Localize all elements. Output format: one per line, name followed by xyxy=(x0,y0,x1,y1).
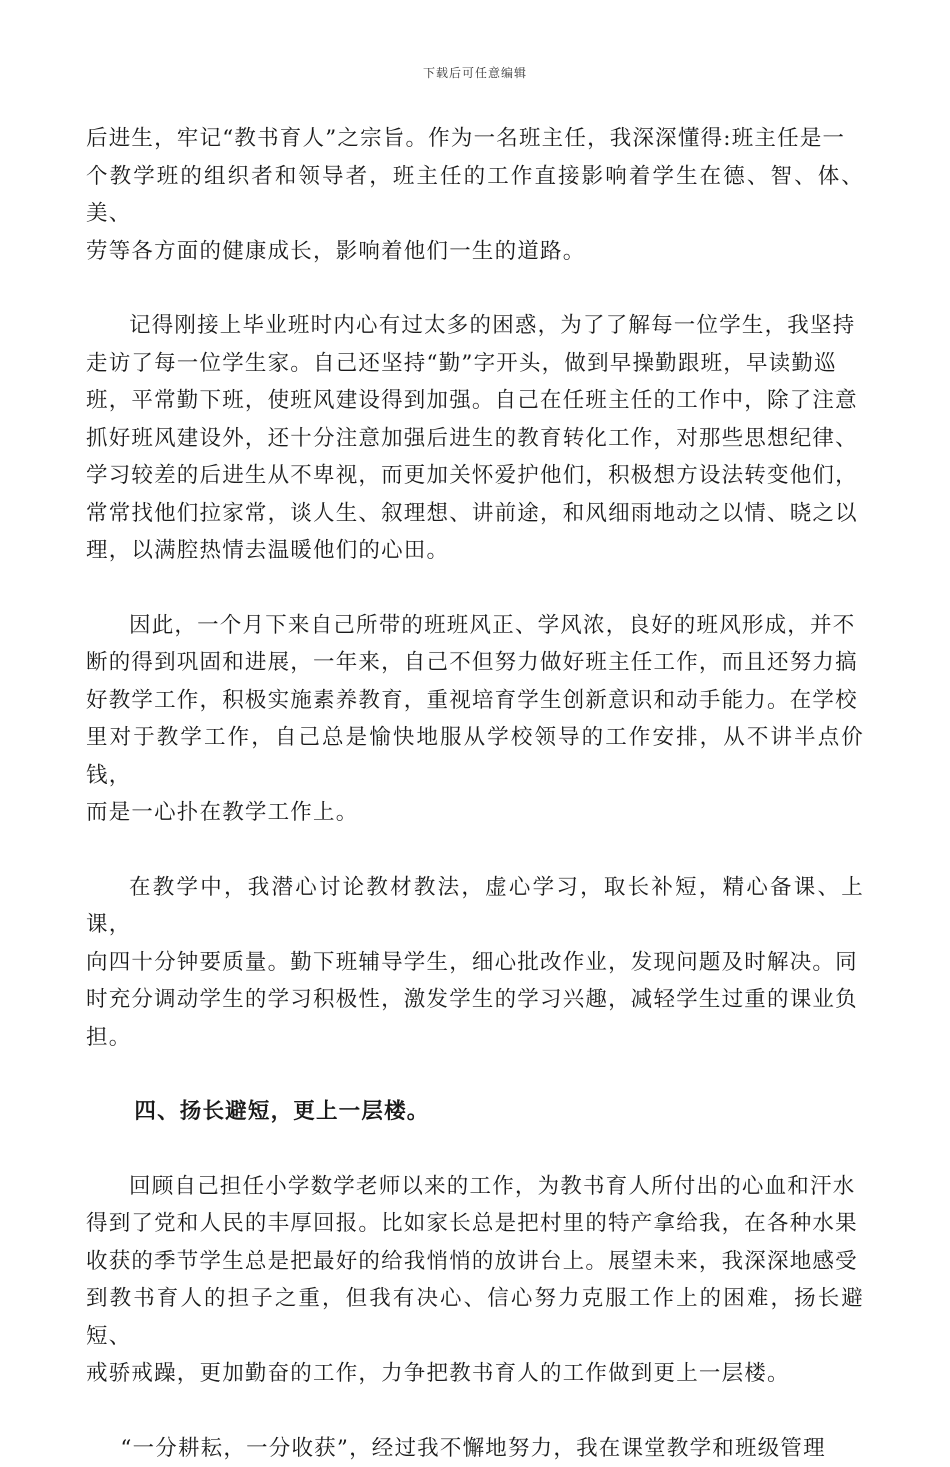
paragraph-line: 向四十分钟要质量。勤下班辅导学生，细心批改作业，发现问题及时解决。同 xyxy=(86,944,864,982)
paragraph-1 xyxy=(86,120,864,270)
paragraph-line: 好教学工作，积极实施素养教育，重视培育学生创新意识和动手能力。在学校 xyxy=(86,682,864,720)
paragraph-line: 学习较差的后进生从不卑视，而更加关怀爱护他们，积极想方设法转变他们， xyxy=(86,457,864,495)
paragraph-line: 而是一心扑在教学工作上。 xyxy=(86,794,864,832)
paragraph-line: 里对于教学工作，自己总是愉快地服从学校领导的工作安排，从不讲半点价钱， xyxy=(86,719,864,794)
paragraph-line: 劳等各方面的健康成长，影响着他们一生的道路。 xyxy=(86,233,864,271)
paragraph-line: 常常找他们拉家常，谈人生、叙理想、讲前途，和风细雨地动之以情、晓之以 xyxy=(86,495,864,533)
paragraph-line: 后进生，牢记“教书育人”之宗旨。作为一名班主任，我深深懂得:班主任是一 xyxy=(86,120,864,158)
paragraph-line: 收获的季节学生总是把最好的给我悄悄的放讲台上。展望未来，我深深地感受 xyxy=(86,1243,864,1281)
paragraph-line: 班，平常勤下班，使班风建设得到加强。自己在任班主任的工作中，除了注意 xyxy=(86,382,864,420)
paragraph-line: 抓好班风建设外，还十分注意加强后进生的教育转化工作，对那些思想纪律、 xyxy=(86,420,864,458)
paragraph-line: 担。 xyxy=(86,1019,864,1057)
paragraph-line: 到教书育人的担子之重，但我有决心、信心努力克服工作上的困难，扬长避短、 xyxy=(86,1280,864,1355)
paragraph-line: 戒骄戒躁，更加勤奋的工作，力争把教书育人的工作做到更上一层楼。 xyxy=(86,1355,864,1393)
paragraph-3 xyxy=(86,607,864,832)
paragraph-6 xyxy=(86,1430,864,1467)
paragraph-2 xyxy=(86,307,864,570)
paragraph-line: 因此，一个月下来自己所带的班班风正、学风浓，良好的班风形成，并不 xyxy=(86,607,864,645)
header-note: 下载后可任意编辑 xyxy=(0,64,950,81)
paragraph-line: 时充分调动学生的学习积极性，激发学生的学习兴趣，减轻学生过重的课业负 xyxy=(86,981,864,1019)
paragraph-line: 走访了每一位学生家。自己还坚持“勤”字开头，做到早操勤跟班，早读勤巡 xyxy=(86,345,864,383)
paragraph-line: 理，以满腔热情去温暖他们的心田。 xyxy=(86,532,864,570)
paragraph-line: 在教学中，我潜心讨论教材教法，虚心学习，取长补短，精心备课、上课， xyxy=(86,869,864,944)
paragraph-line: 回顾自己担任小学数学老师以来的工作，为教书育人所付出的心血和汗水 xyxy=(86,1168,864,1206)
document-body xyxy=(86,120,864,1467)
paragraph-line: “一分耕耘，一分收获”，经过我不懈地努力，我在课堂教学和班级管理 xyxy=(86,1430,864,1467)
paragraph-line: 得到了党和人民的丰厚回报。比如家长总是把村里的特产拿给我，在各种水果 xyxy=(86,1205,864,1243)
paragraph-line: 断的得到巩固和进展，一年来，自己不但努力做好班主任工作，而且还努力搞 xyxy=(86,644,864,682)
paragraph-5 xyxy=(86,1168,864,1393)
paragraph-line: 个教学班的组织者和领导者，班主任的工作直接影响着学生在德、智、体、美、 xyxy=(86,158,864,233)
paragraph-line: 记得刚接上毕业班时内心有过太多的困惑，为了了解每一位学生，我坚持 xyxy=(86,307,864,345)
section-heading: 四、扬长避短，更上一层楼。 xyxy=(86,1093,864,1131)
paragraph-4 xyxy=(86,869,864,1057)
